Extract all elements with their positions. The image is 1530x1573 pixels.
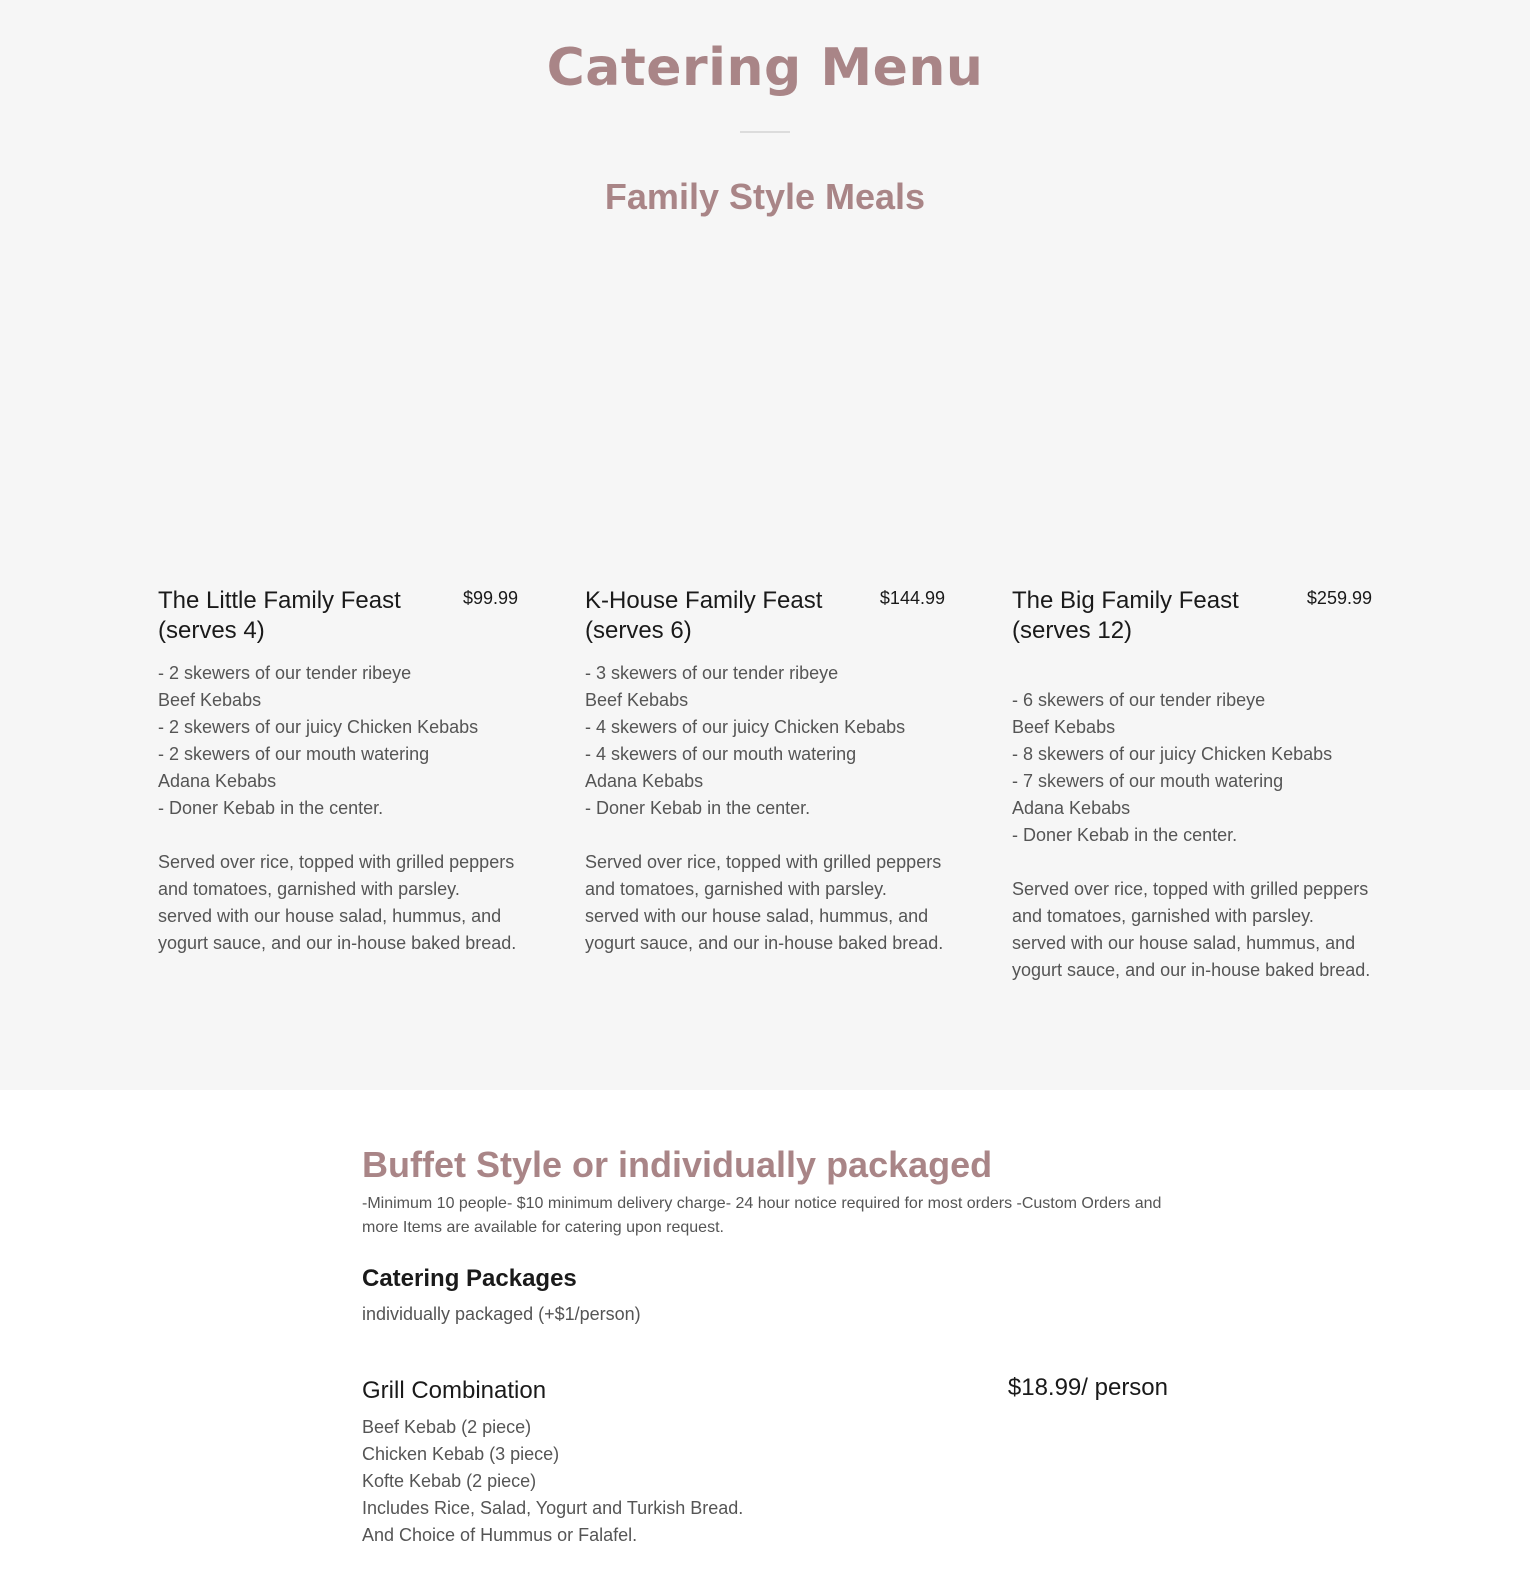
meal-name: The Big Family Feast (serves 12): [1012, 587, 1239, 644]
meal-items: [585, 660, 945, 822]
meal-item-line: - Doner Kebab in the center.: [1012, 825, 1238, 845]
meal-card-little-family-feast: [158, 586, 518, 957]
buffet-title: Buffet Style or individually packaged: [362, 1144, 993, 1185]
meal-item-line: Adana Kebabs: [158, 771, 277, 791]
meal-price: $144.99: [879, 588, 945, 608]
buffet-note: -Minimum 10 people- $10 minimum delivery charge- 24 hour notice required for most orders -Custom Orders and more Items are available for catering upon request.: [362, 1195, 1162, 1236]
meal-item-line: - 2 skewers of our tender ribeye: [158, 663, 412, 683]
meal-description: Served over rice, topped with grilled peppers and tomatoes, garnished with parsley. served with our house salad, hummus, and yogurt sauce, and our in-house baked bread.: [1012, 879, 1371, 980]
section-subtitle: Family Style Meals: [604, 176, 926, 217]
combo-items: [362, 1414, 1168, 1549]
meal-price: $99.99: [462, 588, 518, 608]
combo-price: $18.99/ person: [1007, 1374, 1168, 1401]
meal-card-big-family-feast: [1012, 586, 1372, 984]
meal-name: The Little Family Feast (serves 4): [158, 587, 401, 644]
meal-item-line: - 7 skewers of our mouth watering: [1012, 771, 1284, 791]
buffet-section: [362, 1140, 1168, 1549]
combo-item-line: Beef Kebab (2 piece): [362, 1417, 532, 1437]
meal-item-line: - 2 skewers of our juicy Chicken Kebabs: [158, 717, 479, 737]
meal-item-line: - 2 skewers of our mouth watering: [158, 744, 430, 764]
meal-item-line: - Doner Kebab in the center.: [585, 798, 811, 818]
meal-price: $259.99: [1306, 588, 1372, 608]
meal-header: [1012, 586, 1372, 646]
meal-item-line: - Doner Kebab in the center.: [158, 798, 384, 818]
meal-item-line: - 6 skewers of our tender ribeye: [1012, 690, 1266, 710]
meal-header: [158, 586, 518, 646]
meal-item-line: Beef Kebabs: [158, 690, 262, 710]
meal-item-line: Adana Kebabs: [1012, 798, 1131, 818]
meal-name: K-House Family Feast (serves 6): [585, 587, 823, 644]
title-divider: [740, 131, 790, 133]
combo-header: [362, 1376, 1168, 1410]
meal-item-line: - 4 skewers of our juicy Chicken Kebabs: [585, 717, 906, 737]
meal-description: Served over rice, topped with grilled peppers and tomatoes, garnished with parsley. served with our house salad, hummus, and yogurt sauce, and our in-house baked bread.: [585, 852, 944, 953]
combo-item-line: And Choice of Hummus or Falafel.: [362, 1525, 638, 1545]
page-title: Catering Menu: [546, 38, 984, 98]
meal-items: [158, 660, 518, 822]
meal-header: [585, 586, 945, 646]
meal-item-line: - 8 skewers of our juicy Chicken Kebabs: [1012, 744, 1333, 764]
combo-item-line: Includes Rice, Salad, Yogurt and Turkish Bread.: [362, 1498, 744, 1518]
meal-card-k-house-family-feast: [585, 586, 945, 957]
meal-item-line: - 4 skewers of our mouth watering: [585, 744, 857, 764]
combo-item-line: Kofte Kebab (2 piece): [362, 1471, 537, 1491]
meal-item-line: Beef Kebabs: [1012, 717, 1116, 737]
catering-packages-heading: Catering Packages: [362, 1265, 577, 1292]
meal-item-line: Beef Kebabs: [585, 690, 689, 710]
catering-packages-subtitle: individually packaged (+$1/person): [362, 1304, 641, 1324]
meal-item-line: - 3 skewers of our tender ribeye: [585, 663, 839, 683]
meal-items: [1012, 687, 1372, 849]
combo-name: Grill Combination: [362, 1377, 547, 1404]
combo-item-line: Chicken Kebab (3 piece): [362, 1444, 560, 1464]
meal-description: Served over rice, topped with grilled peppers and tomatoes, garnished with parsley. served with our house salad, hummus, and yogurt sauce, and our in-house baked bread.: [158, 852, 517, 953]
meal-item-line: Adana Kebabs: [585, 771, 704, 791]
